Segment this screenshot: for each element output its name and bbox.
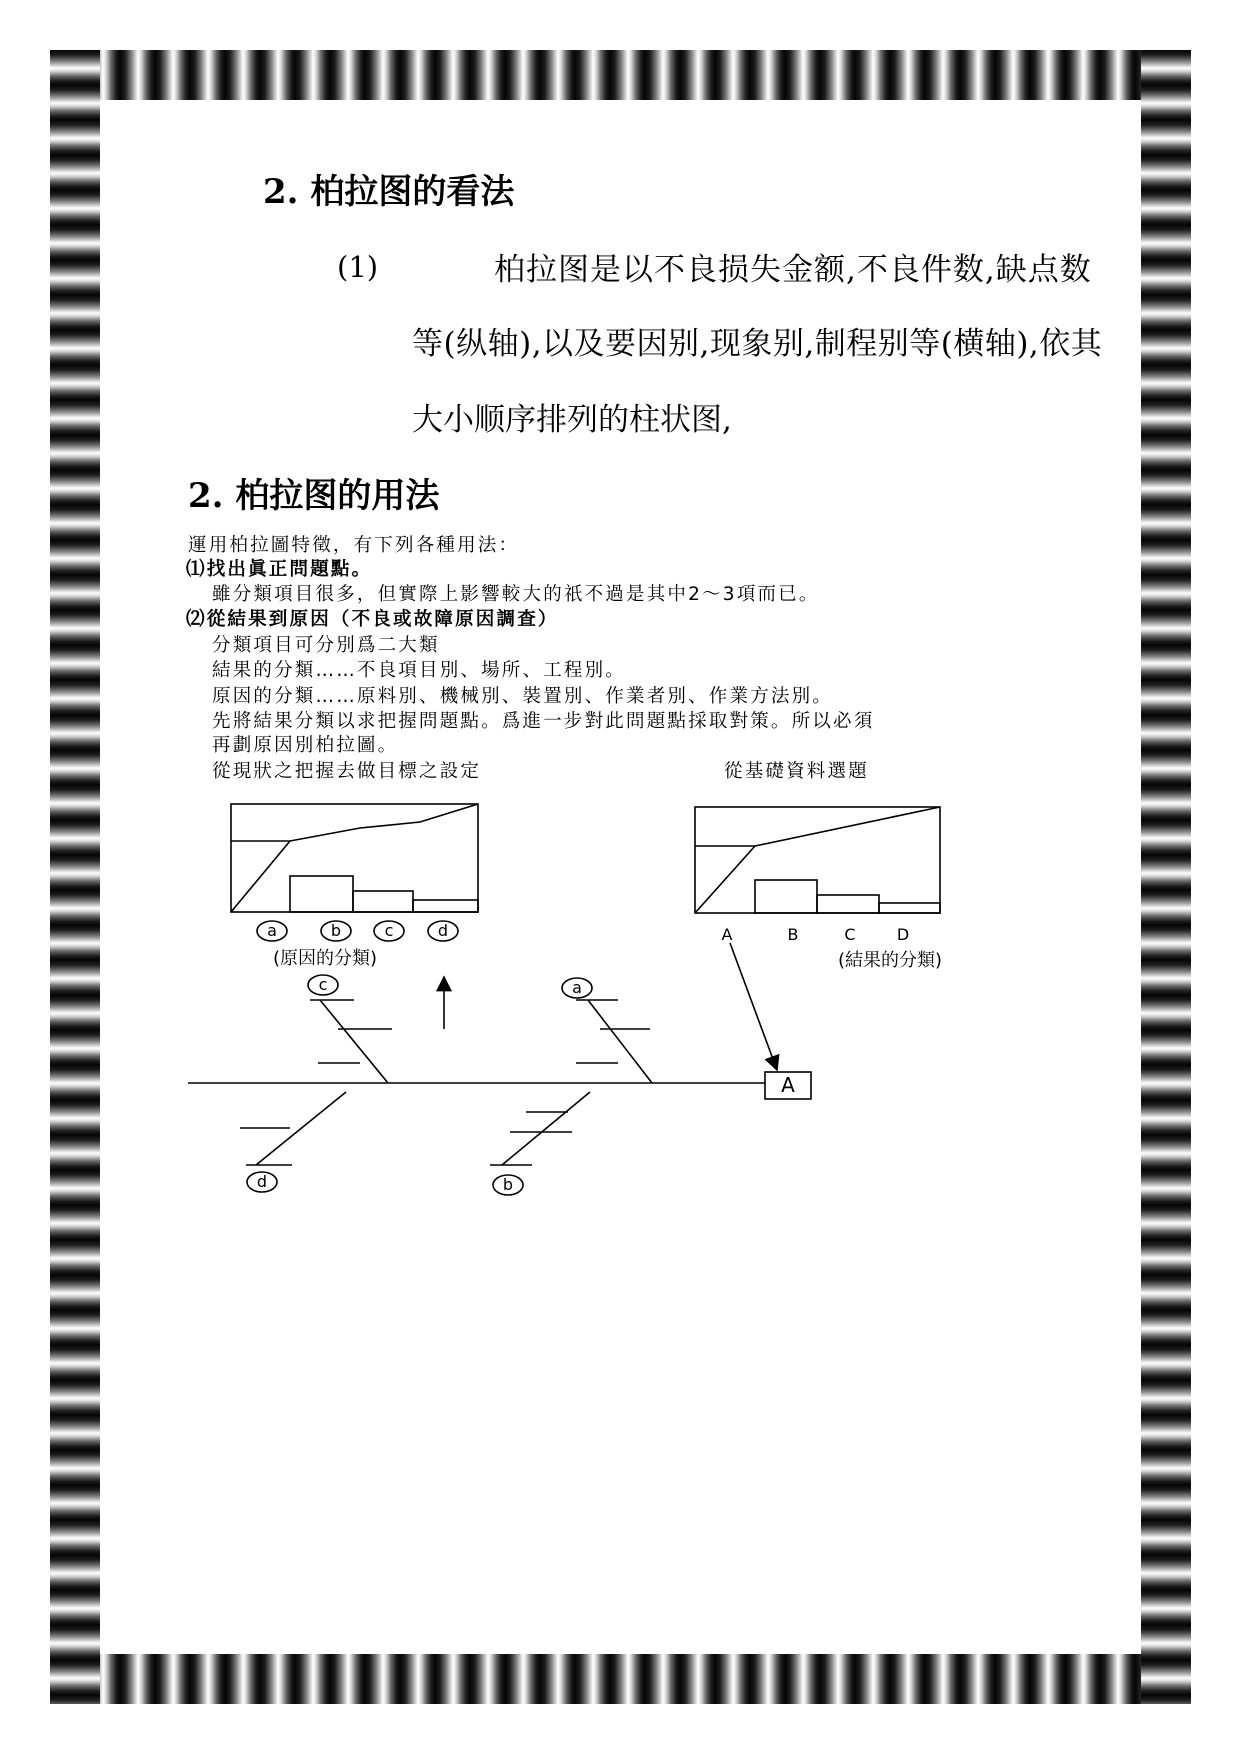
scan-intro: 運用柏拉圖特徵，有下列各種用法： (188, 535, 520, 556)
left-chart-caption: (原因的分類) (272, 948, 378, 969)
scan-item1-body: 雖分類項目很多，但實際上影響較大的祇不過是其中2～3項而已。 (212, 584, 820, 605)
paragraph-number: (1) (337, 250, 379, 284)
paragraph-line-1: 柏拉图是以不良损失金额,不良件数,缺点数 (494, 252, 1092, 288)
bone-label-b: b (502, 1175, 514, 1194)
scan-line-c: 原因的分類……原料別、機械別、裝置別、作業者別、作業方法別。 (212, 686, 834, 707)
scan-line-e: 再劃原因別柏拉圖。 (212, 735, 399, 756)
bone-label-d: d (256, 1172, 268, 1191)
section-heading-reading: 2. 柏拉图的看法 (263, 172, 515, 212)
paragraph-line-2: 等(纵轴),以及要因别,现象别,制程别等(横轴),依其 (412, 326, 1103, 362)
scan-line-b: 結果的分類……不良項目別、場所、工程別。 (212, 660, 627, 681)
right-axis-label-a: A (721, 925, 733, 944)
right-axis-label-d: D (896, 925, 910, 944)
fishbone-diagram (188, 943, 811, 1165)
bone-label-a: a (572, 978, 582, 997)
left-pareto-chart (231, 804, 478, 912)
scan-line-a: 分類項目可分別爲二大類 (212, 635, 440, 656)
scan-line-d: 先將結果分類以求把握問題點。爲進一步對此問題點採取對策。所以必須 (212, 711, 875, 732)
bone-label-c: c (318, 975, 328, 994)
scan-item2-title: ⑵從結果到原因（不良或故障原因調查） (186, 609, 559, 630)
right-pareto-chart (695, 807, 940, 913)
paragraph-line-3: 大小顺序排列的柱状图, (412, 402, 732, 438)
left-axis-label-b: b (330, 921, 342, 940)
left-axis-label-a: a (267, 921, 277, 940)
right-axis-label-c: C (844, 925, 856, 944)
left-axis-label-c: c (384, 921, 394, 940)
right-axis-label-b: B (787, 925, 799, 944)
scan-caption-right: 從基礎資料選題 (724, 761, 869, 782)
right-chart-caption: (結果的分類) (837, 950, 943, 971)
section-heading-usage: 2. 柏拉图的用法 (188, 476, 440, 516)
scan-caption-left: 從現狀之把握去做目標之設定 (212, 761, 482, 782)
scan-item1-title: ⑴找出眞正問題點。 (186, 559, 373, 580)
left-axis-label-d: d (437, 921, 449, 940)
fishbone-head-label: A (781, 1073, 795, 1097)
